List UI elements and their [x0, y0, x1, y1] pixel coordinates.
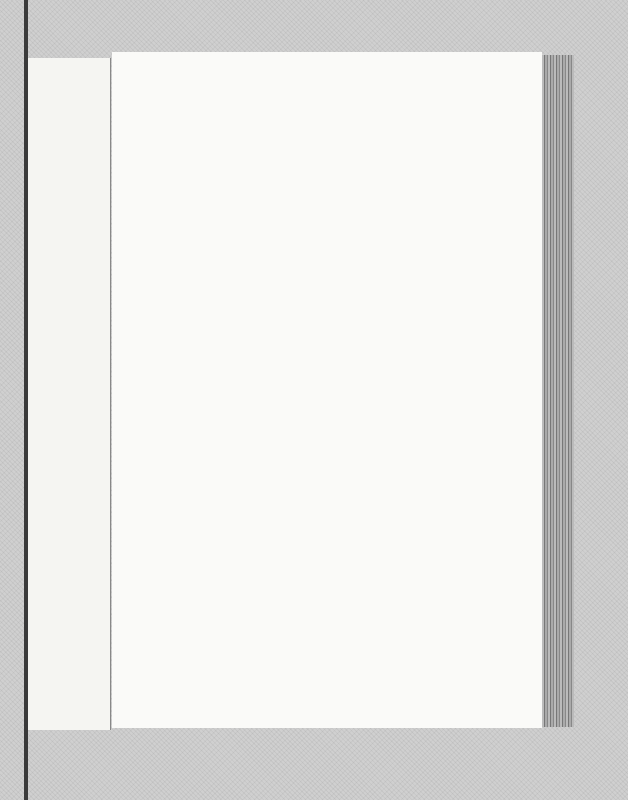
- figure-4: [172, 116, 492, 336]
- main-page: [112, 52, 542, 728]
- left-page-fragment: [28, 58, 111, 730]
- page-stack-edge: [538, 55, 574, 727]
- figure-4-plot: [172, 116, 492, 336]
